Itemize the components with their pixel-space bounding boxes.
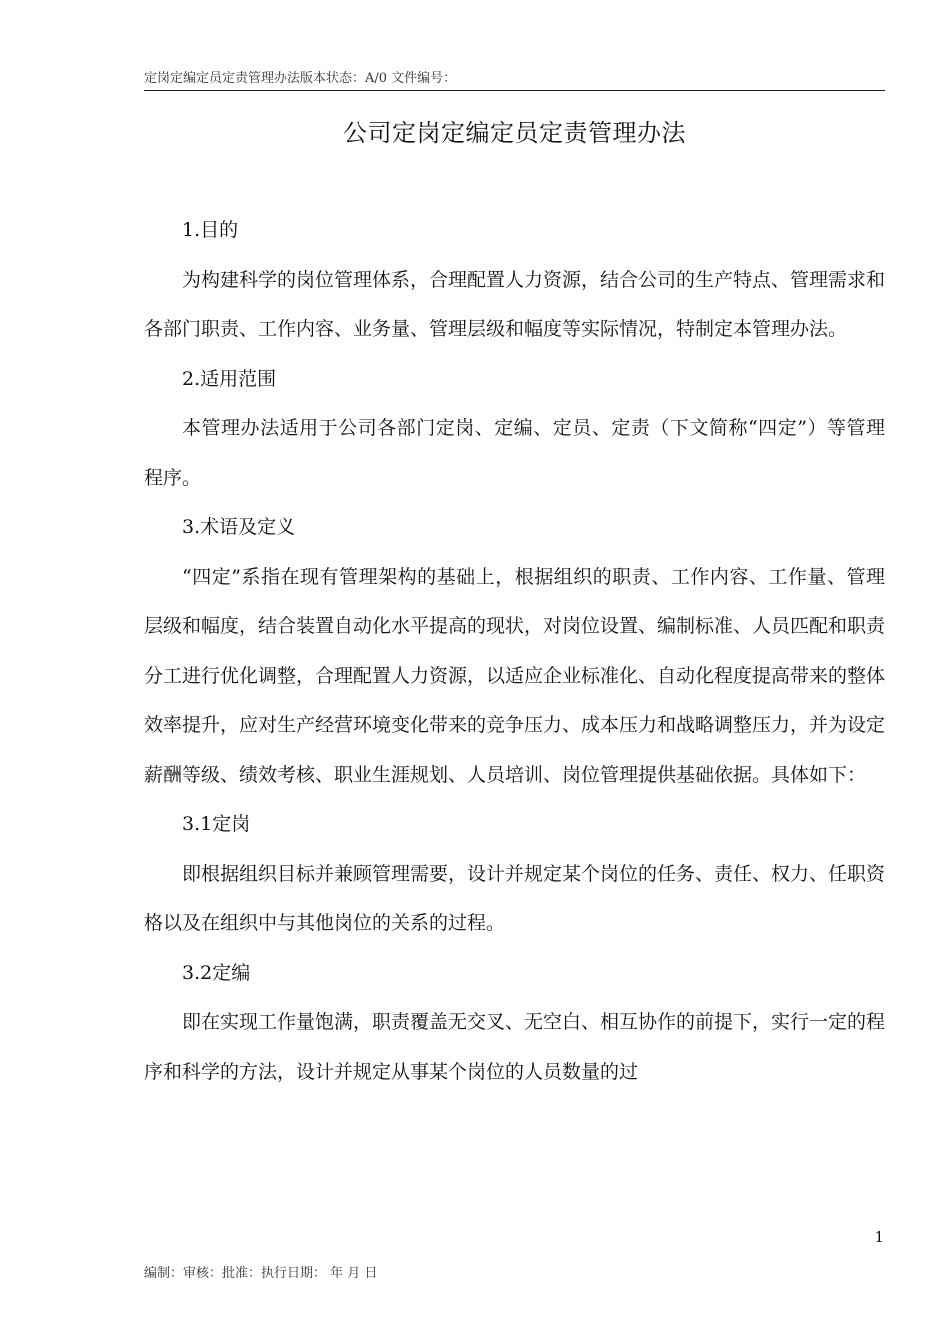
document-body <box>144 206 885 1097</box>
page-footer: 编制：审核：批准：执行日期： 年 月 日 <box>144 1266 378 1281</box>
paragraph-purpose: 为构建科学的岗位管理体系，合理配置人力资源，结合公司的生产特点、管理需求和各部门职责、工作内容、业务量、管理层级和幅度等实际情况，特制定本管理办法。 <box>144 268 886 340</box>
subsection-heading-dinggang: 3.1定岗 <box>182 813 251 835</box>
paragraph-dingbian: 即在实现工作量饱满，职责覆盖无交叉、无空白、相互协作的前提下，实行一定的程序和科学的方法，设计并规定从事某个岗位的人员数量的过 <box>144 1011 886 1083</box>
section-heading-purpose: 1.目的 <box>182 219 239 241</box>
paragraph-scope: 本管理办法适用于公司各部门定岗、定编、定员、定责（下文简称“四定”）等管理程序。 <box>144 417 885 489</box>
subsection-heading-dingbian: 3.2定编 <box>182 961 251 984</box>
section-heading-scope: 2.适用范围 <box>182 367 277 390</box>
section-heading-terms: 3.术语及定义 <box>182 516 296 538</box>
paragraph-terms: “四定”系指在现有管理架构的基础上，根据组织的职责、工作内容、工作量、管理层级和幅度，结合装置自动化水平提高的现状，对岗位设置、编制标准、人员匹配和职责分工进行优化调整，合理配置人力资源，以适应企业标准化、自动化程度提高带来的整体效率提升，应对生产经营环境变化带来的竞争压力、成本压力和战略调整压力，并为设定薪酬等级、绩效考核、职业生涯规划、人员培训、岗位管理提供基础依据。具体如下： <box>144 565 886 786</box>
page-number: 1 <box>874 1228 884 1246</box>
paragraph-dinggang: 即根据组织目标并兼顾管理需要，设计并规定某个岗位的任务、责任、权力、任职资格以及在组织中与其他岗位的关系的过程。 <box>144 862 886 934</box>
page-header: 定岗定编定员定责管理办法版本状态：A/0 文件编号： <box>144 70 885 91</box>
document-title: 公司定岗定编定员定责管理办法 <box>343 119 686 147</box>
